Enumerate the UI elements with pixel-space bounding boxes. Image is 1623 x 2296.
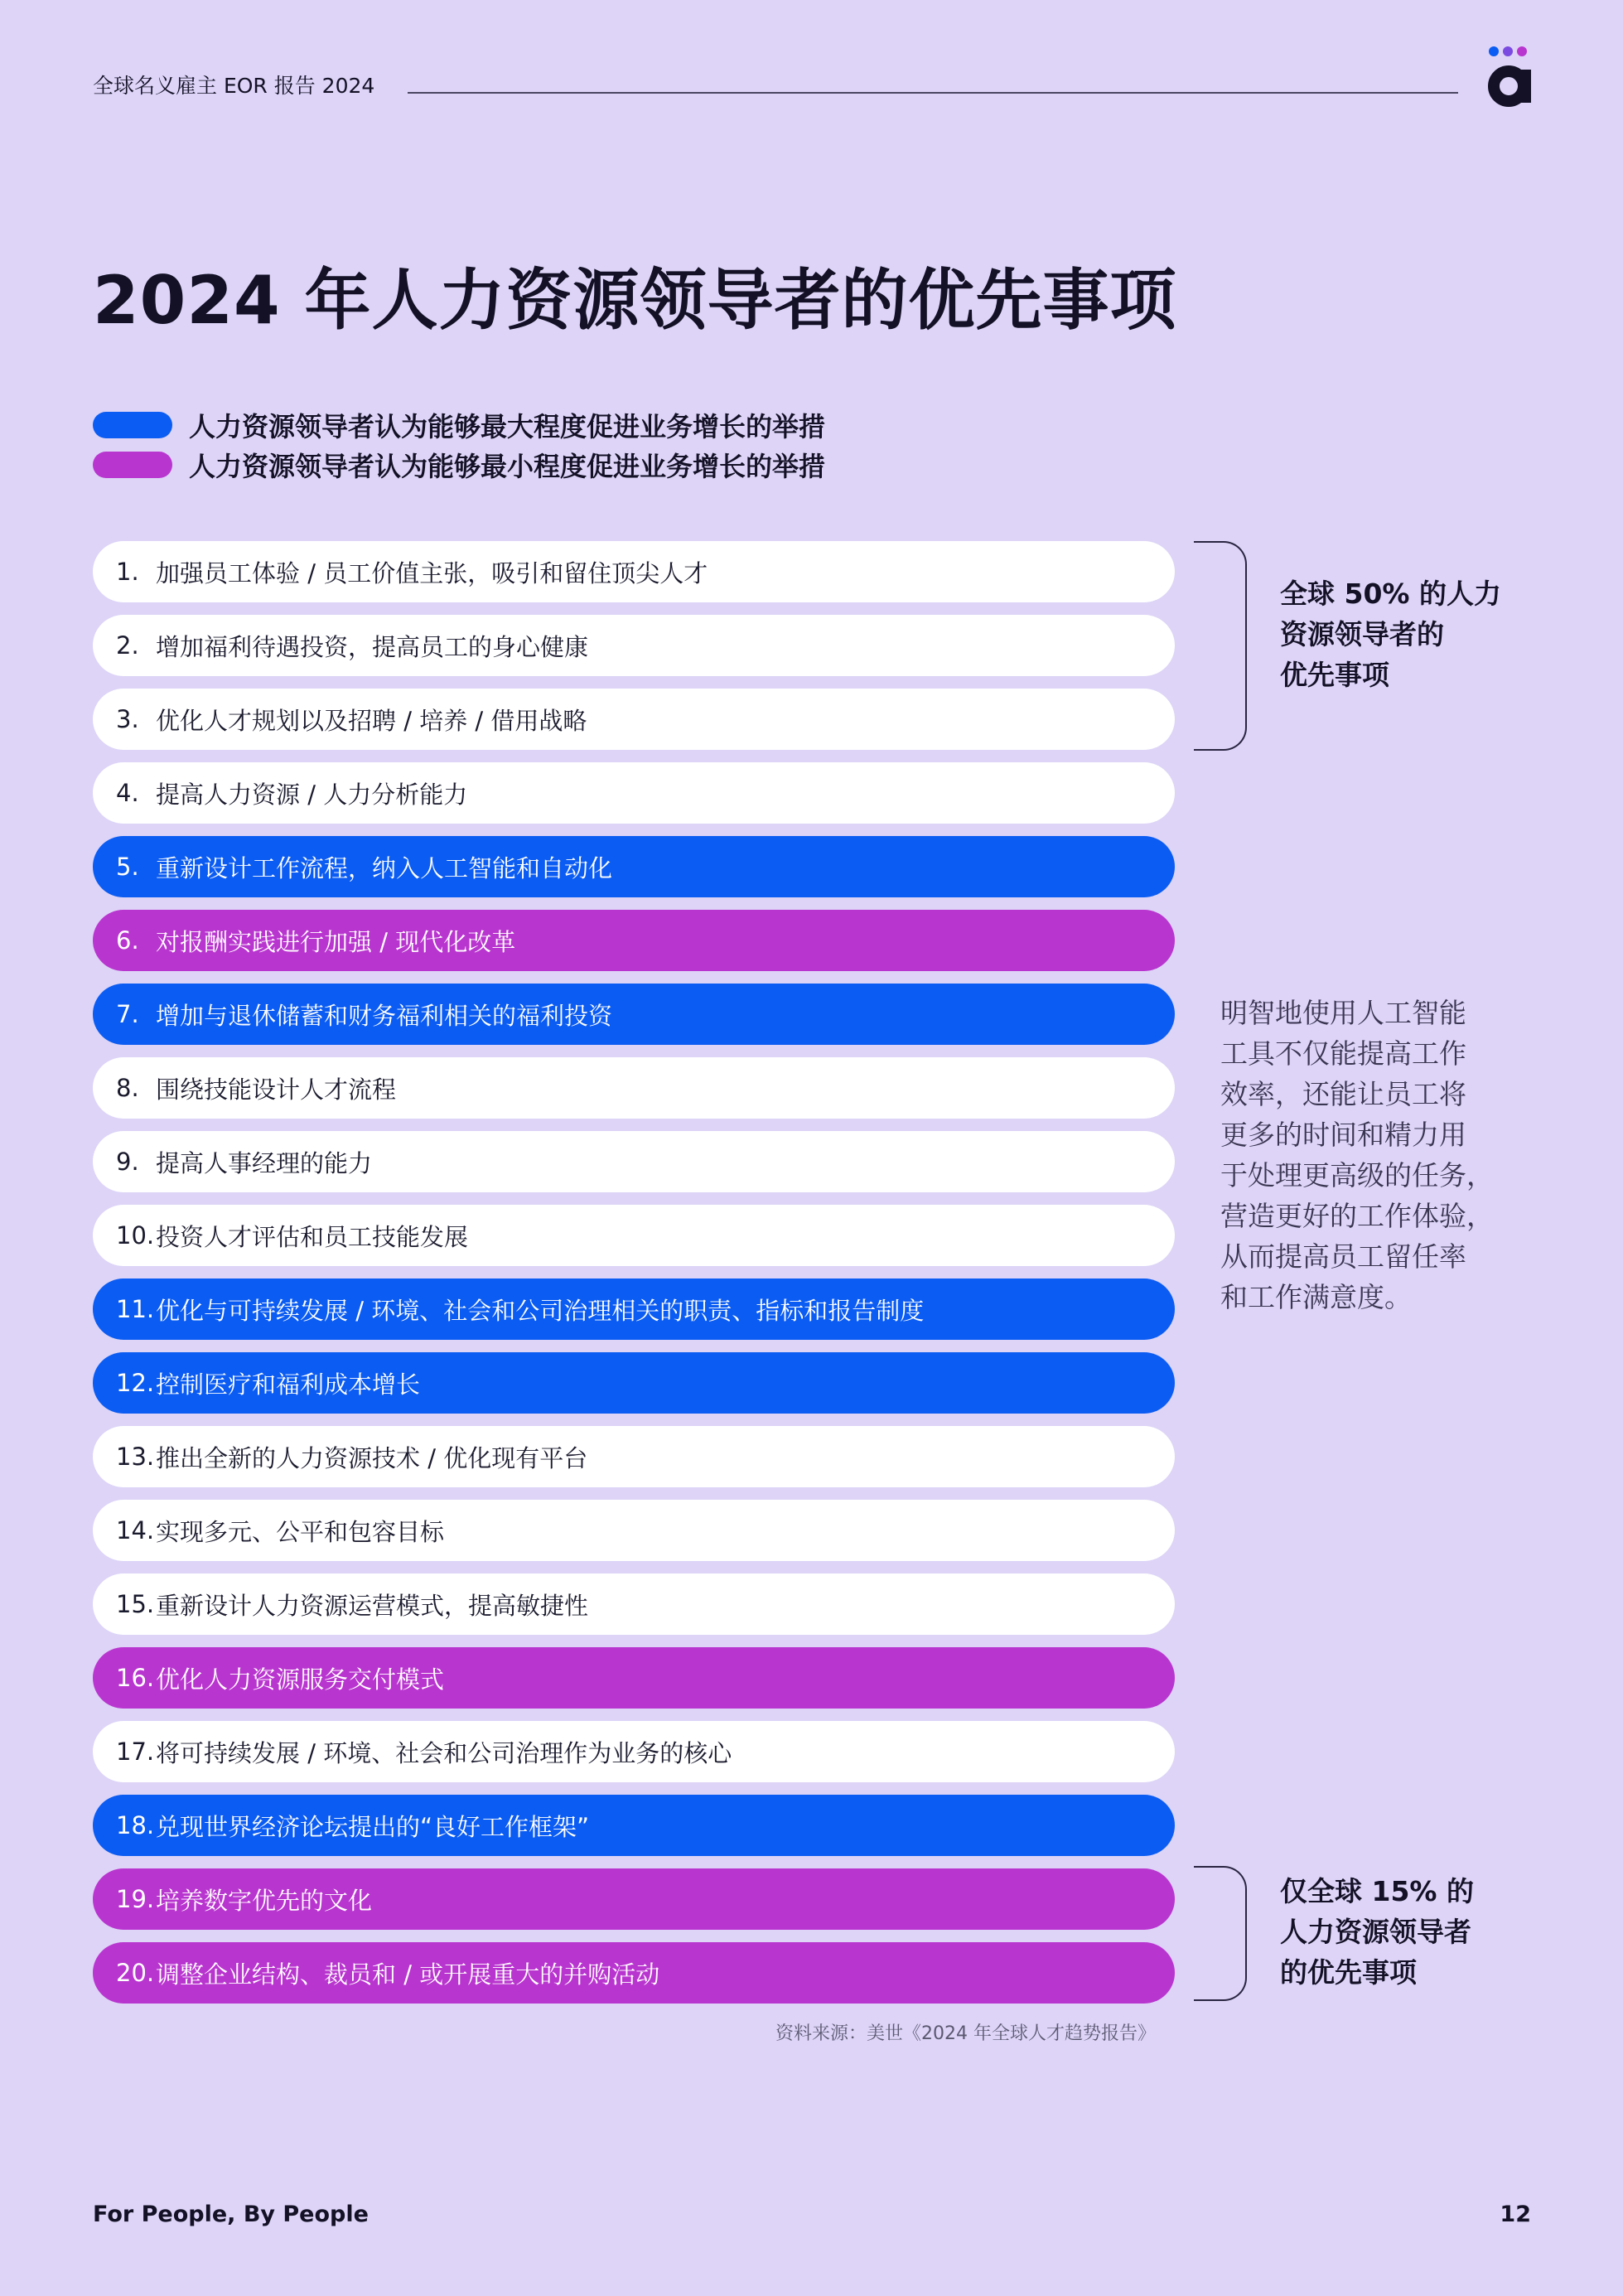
legend-item-least [93,446,825,484]
priority-number: 11. [116,1295,155,1323]
priority-item [93,1426,1175,1487]
report-title: 全球名义雇主 EOR 报告 2024 [93,74,375,98]
priority-number: 4. [116,779,139,807]
priority-text: 对报酬实践进行加强 / 现代化改革 [156,927,516,956]
quote-line: 于处理更高级的任务， [1220,1159,1494,1192]
priority-number: 15. [116,1590,155,1618]
priority-item [93,689,1175,750]
priority-item [93,1131,1175,1192]
priority-number: 6. [116,926,139,955]
quote-line: 更多的时间和精力用 [1220,1119,1466,1151]
priority-number: 13. [116,1443,155,1471]
priority-text: 重新设计工作流程，纳入人工智能和自动化 [156,853,613,882]
priority-text: 控制医疗和福利成本增长 [156,1370,421,1399]
priority-item [93,541,1175,602]
priority-item [93,836,1175,897]
quote-line: 营造更好的工作体验， [1220,1200,1494,1232]
priority-item [93,910,1175,971]
priority-number: 5. [116,853,139,881]
priority-text: 优化与可持续发展 / 环境、社会和公司治理相关的职责、指标和报告制度 [156,1296,925,1325]
priority-text: 调整企业结构、裁员和 / 或开展重大的并购活动 [156,1960,660,1989]
priority-item [93,1205,1175,1266]
priority-item [93,1500,1175,1561]
quote-line: 工具不仅能提高工作 [1220,1037,1466,1070]
priority-item [93,1573,1175,1635]
priority-number: 12. [116,1369,155,1397]
bottom-callout-line: 人力资源领导者 [1280,1916,1471,1948]
priority-number: 20. [116,1959,155,1987]
page-number: 12 [1500,2202,1531,2227]
side-quote [1220,993,1494,1317]
bottom-callout-line: 的优先事项 [1280,1956,1417,1989]
priority-item [93,1279,1175,1340]
priority-number: 16. [116,1664,155,1692]
priority-item [93,1352,1175,1414]
priority-text: 推出全新的人力资源技术 / 优化现有平台 [156,1443,588,1472]
priority-text: 优化人力资源服务交付模式 [156,1665,445,1694]
priority-item [93,984,1175,1045]
legend-label-most: 人力资源领导者认为能够最大程度促进业务增长的举措 [189,411,826,442]
priority-text: 重新设计人力资源运营模式，提高敏捷性 [156,1591,589,1620]
legend-swatch-least [93,452,172,478]
legend-item-most [93,406,825,444]
priority-item [93,1942,1175,2004]
priority-item [93,1868,1175,1930]
source-note: 资料来源：美世《2024 年全球人才趋势报告》 [775,2023,1156,2044]
priority-number: 8. [116,1074,139,1102]
priority-item [93,615,1175,676]
priority-number: 14. [116,1516,155,1544]
priority-item [93,1721,1175,1782]
priority-text: 增加福利待遇投资，提高员工的身心健康 [156,632,589,661]
priority-number: 10. [116,1221,155,1250]
priority-number: 17. [116,1738,155,1766]
priority-text: 培养数字优先的文化 [156,1886,373,1915]
bottom-callout [1280,1871,1474,1993]
top-callout [1280,573,1501,695]
priority-number: 1. [116,558,139,586]
priority-text: 优化人才规划以及招聘 / 培养 / 借用战略 [156,706,587,735]
priority-list [93,541,1175,2016]
priority-number: 3. [116,705,139,733]
legend-swatch-most [93,412,172,438]
bottom-callout-line: 仅全球 15% 的 [1280,1875,1474,1907]
legend-label-least: 人力资源领导者认为能够最小程度促进业务增长的举措 [189,451,826,482]
bottom-two-bracket [1194,1866,1247,2001]
quote-line: 和工作满意度。 [1220,1281,1412,1313]
priority-text: 增加与退休储蓄和财务福利相关的福利投资 [156,1001,613,1030]
priority-text: 加强员工体验 / 员工价值主张，吸引和留住顶尖人才 [156,558,708,587]
quote-line: 明智地使用人工智能 [1220,997,1466,1029]
quote-line: 效率，还能让员工将 [1220,1078,1466,1110]
priority-text: 提高人力资源 / 人力分析能力 [156,780,468,809]
footer-tagline: For People, By People [93,2202,369,2227]
priority-text: 提高人事经理的能力 [156,1148,373,1177]
priority-text: 围绕技能设计人才流程 [156,1075,397,1104]
top-three-bracket [1194,541,1247,751]
priority-number: 19. [116,1885,155,1913]
priority-number: 7. [116,1000,139,1028]
priority-item [93,1647,1175,1709]
priority-item [93,1057,1175,1119]
top-callout-line: 全球 50% 的人力 [1280,578,1501,610]
brand-logo-icon [1486,45,1536,111]
priority-number: 2. [116,631,139,660]
priority-number: 9. [116,1148,139,1176]
priority-text: 实现多元、公平和包容目标 [156,1517,445,1546]
priority-item [93,762,1175,824]
priority-number: 18. [116,1811,155,1839]
top-callout-line: 优先事项 [1280,659,1389,691]
priority-text: 投资人才评估和员工技能发展 [156,1222,469,1251]
top-callout-line: 资源领导者的 [1280,618,1444,650]
quote-line: 从而提高员工留任率 [1220,1240,1466,1273]
priority-item [93,1795,1175,1856]
header-divider [408,92,1458,94]
priority-text: 兑现世界经济论坛提出的“良好工作框架” [156,1812,590,1841]
page-title: 2024 年人力资源领导者的优先事项 [93,262,1177,339]
priority-text: 将可持续发展 / 环境、社会和公司治理作为业务的核心 [156,1738,732,1767]
